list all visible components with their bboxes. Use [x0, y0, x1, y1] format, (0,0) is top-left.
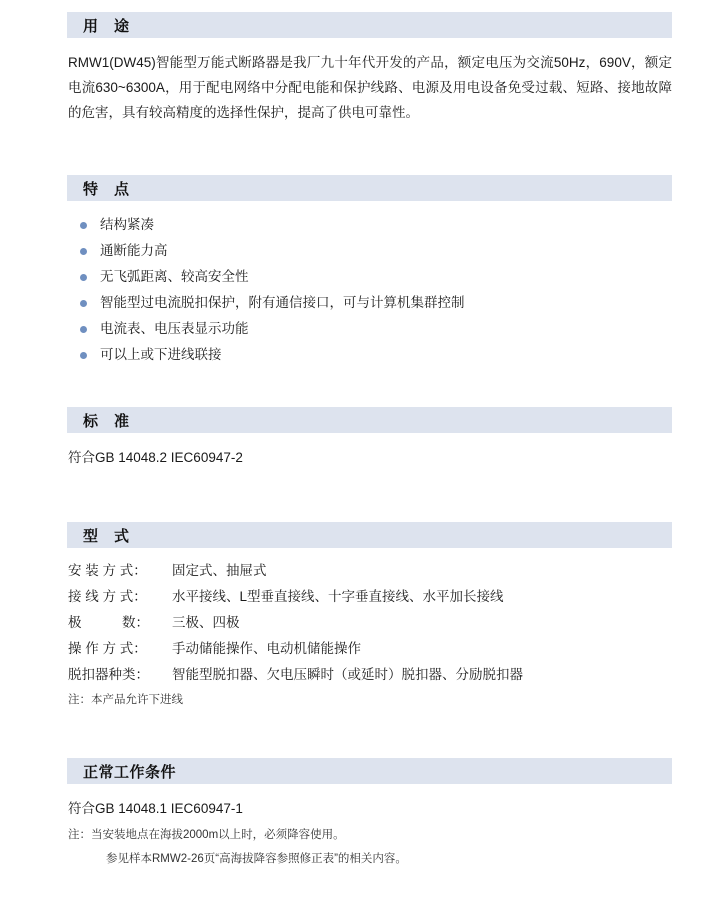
list-item-label: 智能型过电流脱扣保护，附有通信接口，可与计算机集群控制	[100, 295, 465, 310]
bullet-dot-icon	[80, 352, 87, 359]
type-spec-list	[68, 558, 672, 688]
section-operating-conditions	[68, 758, 672, 869]
conditions-text: 符合GB 14048.1 IEC60947-1	[68, 801, 243, 816]
type-note: 注：本产品允许下进线	[68, 694, 183, 706]
list-item-label: 电流表、电压表显示功能	[100, 321, 249, 336]
spec-row	[68, 558, 672, 584]
section-use	[68, 0, 672, 125]
section-header-use	[67, 12, 672, 38]
conditions-note-1: 注：当安装地点在海拔2000m以上时，必须降容使用。	[68, 829, 345, 841]
list-item-label: 无飞弧距离、较高安全性	[100, 269, 249, 284]
use-paragraph: RMW1(DW45)智能型万能式断路器是我厂九十年代开发的产品，额定电压为交流50Hz，690V，额定电流630~6300A，用于配电网络中分配电能和保护线路、电源及用电设备免受过载、短路、接地故障的危害，具有较高精度的选择性保护，提高了供电可靠性。	[68, 55, 672, 120]
spec-label: 极 数：	[68, 615, 149, 630]
list-item-label: 可以上或下进线联接	[100, 347, 222, 362]
section-title: 正常工作条件	[83, 763, 177, 781]
section-type	[68, 522, 672, 710]
spec-value: 固定式、抽屉式	[172, 563, 267, 578]
spec-label: 操 作 方 式：	[68, 641, 147, 656]
spec-row	[68, 662, 672, 688]
list-item	[68, 317, 672, 341]
section-header-type	[67, 522, 672, 548]
spec-row	[68, 636, 672, 662]
bullet-dot-icon	[80, 222, 87, 229]
list-item-label: 通断能力高	[100, 243, 168, 258]
section-title: 用 途	[83, 17, 130, 35]
section-features	[68, 175, 672, 367]
section-title: 型 式	[83, 527, 130, 545]
spec-value: 水平接线、L型垂直接线、十字垂直接线、水平加长接线	[172, 589, 504, 604]
list-item	[68, 213, 672, 237]
conditions-note-2: 参见样本RMW2-26页“高海拔降容参照修正表”的相关内容。	[106, 853, 407, 865]
section-title: 特 点	[83, 180, 130, 198]
list-item	[68, 265, 672, 289]
list-item	[68, 239, 672, 263]
bullet-dot-icon	[80, 248, 87, 255]
spec-row	[68, 610, 672, 636]
spec-value: 智能型脱扣器、欠电压瞬时（或延时）脱扣器、分励脱扣器	[172, 667, 523, 682]
spec-label: 接 线 方 式：	[68, 589, 147, 604]
bullet-dot-icon	[80, 274, 87, 281]
spec-label: 脱扣器种类：	[68, 667, 149, 682]
section-title: 标 准	[83, 412, 130, 430]
list-item-label: 结构紧凑	[100, 217, 154, 232]
spec-label: 安 装 方 式：	[68, 563, 147, 578]
section-header-features	[67, 175, 672, 201]
bullet-dot-icon	[80, 300, 87, 307]
list-item	[68, 291, 672, 315]
list-item	[68, 343, 672, 367]
spec-value: 三极、四极	[172, 615, 240, 630]
section-header-conditions	[67, 758, 672, 784]
features-list	[68, 213, 672, 367]
section-header-standard	[67, 407, 672, 433]
section-standard	[68, 407, 672, 470]
standard-text: 符合GB 14048.2 IEC60947-2	[68, 450, 243, 465]
bullet-dot-icon	[80, 326, 87, 333]
spec-row	[68, 584, 672, 610]
spec-value: 手动储能操作、电动机储能操作	[172, 641, 361, 656]
